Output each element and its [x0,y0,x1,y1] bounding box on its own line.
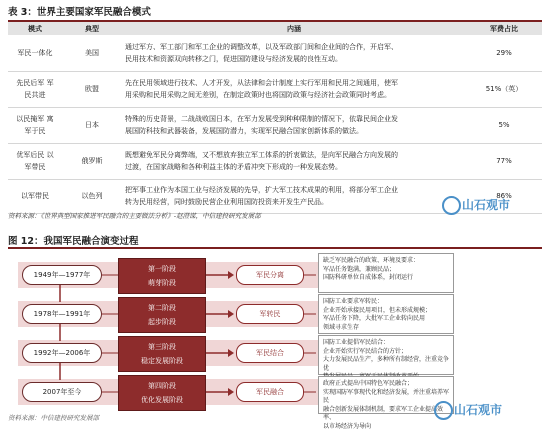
header-mode: 模式 [8,22,62,35]
stage-description: 国防工业要求军转民： 企业开始承接民用项目，但未形成规模； 军品任务下降，大批军工企业转向民用 领域寻求生存 [318,294,454,334]
stage-description: 缺乏军民融合的政策、环境及要求： 军品任务饱满，兼顾民品； 国防科研单位自成体系，封闭运行 [318,253,454,293]
example-cell: 日本 [62,107,122,143]
mode-cell: 以军带民 [8,179,62,213]
stage-label: 军民分离 [236,265,304,285]
pct-cell: 51%（英） [466,71,542,107]
watermark-text: 山石观市 [454,403,503,417]
mode-cell: 以民掩军 寓军于民 [8,107,62,143]
content-cell: 既想避免军民分离弊端，又不想放弃独立军工体系的折衷做法，是向军民融合方向发展的 过渡，在国家战略和各种利益主体的矛盾冲突下形成的一种发展态势。 [122,143,466,179]
content-cell: 特殊的历史背景，二战战败国日本，在军力发展受到种种限制的情况下，依靠民间企业发 展国防科技和武器装备，发展国防潜力，实现军民融合国家创新体系的做法。 [122,107,466,143]
table-source: 资料来源：《世界典型国家推进军民融合的主要做法分析》-赵澄谋，中信建投研究发展部 [8,212,261,220]
figure-source: 资料来源：中信建投研究发展部 [8,414,99,422]
content-cell: 先在民用领域进行技术、人才开发，从法律和会计制度上实行军用和民用之间通用，使军 用采购和民用采购之间无差别，在制定政策时也将国防政策与经济社会政策同时考虑。 [122,71,466,107]
pct-cell: 29% [466,35,542,71]
example-cell: 俄罗斯 [62,143,122,179]
stage-box: 第四阶段 优化发展阶段 [118,375,206,411]
pct-cell: 5% [466,107,542,143]
content-cell: 把军事工业作为本国工业与经济发展的先导，扩大军工技术成果的利用，将部分军工企业 转为民用经营，同时鼓励民营企业利用国防投资来开发生产民品。 [122,179,466,213]
stage-description: 政府正式提出中国特色军民融合； 实现国防军事现代化和经济发展，并注重培养军民 融合创新发展体制机制，要求军工企业提高效率、 以市场经济为导向 [318,376,454,414]
content-cell: 通过军方、军工部门和军工企业的调整改革，以及军政部门间和企业间的合作，开启军、 民用技术和资源双向转移之门，促进国防建设与经济发展的良性互动。 [122,35,466,71]
pct-cell: 77% [466,143,542,179]
period-pill: 1978年—1991年 [22,304,102,324]
table-title: 表 3：世界主要国家军民融合模式 [8,7,151,18]
stage-label: 军民结合 [236,343,304,363]
figure-title: 图 12：我国军民融合演变过程 [8,236,139,247]
example-cell: 以色列 [62,179,122,213]
header-example: 典型 [62,22,122,35]
stage-box: 第二阶段 起步阶段 [118,297,206,333]
stage-label: 军民融合 [236,382,304,402]
stage-box: 第三阶段 稳定发展阶段 [118,336,206,372]
mode-cell: 军民一体化 [8,35,62,71]
watermark-text: 山石观市 [462,198,511,212]
example-cell: 欧盟 [62,71,122,107]
period-pill: 1992年—2006年 [22,343,102,363]
period-pill: 1949年—1977年 [22,265,102,285]
wechat-icon [434,401,453,420]
stage-label: 军转民 [236,304,304,324]
example-cell: 美国 [62,35,122,71]
mode-cell: 先民后军 军民共进 [8,71,62,107]
mode-cell: 优军后民 以军带民 [8,143,62,179]
stage-description: 国防工业提倡军民结合： 企业开始实行军民结合的方针； 大力发展民品生产，多种所有制经营，注重竞争优 [318,335,454,375]
stage-box: 第一阶段 萌芽阶段 [118,258,206,294]
header-pct: 军费占比 [466,22,542,35]
period-pill: 2007年至今 [22,382,102,402]
header-content: 内涵 [122,22,466,35]
pct-cell: 86% [466,179,542,213]
